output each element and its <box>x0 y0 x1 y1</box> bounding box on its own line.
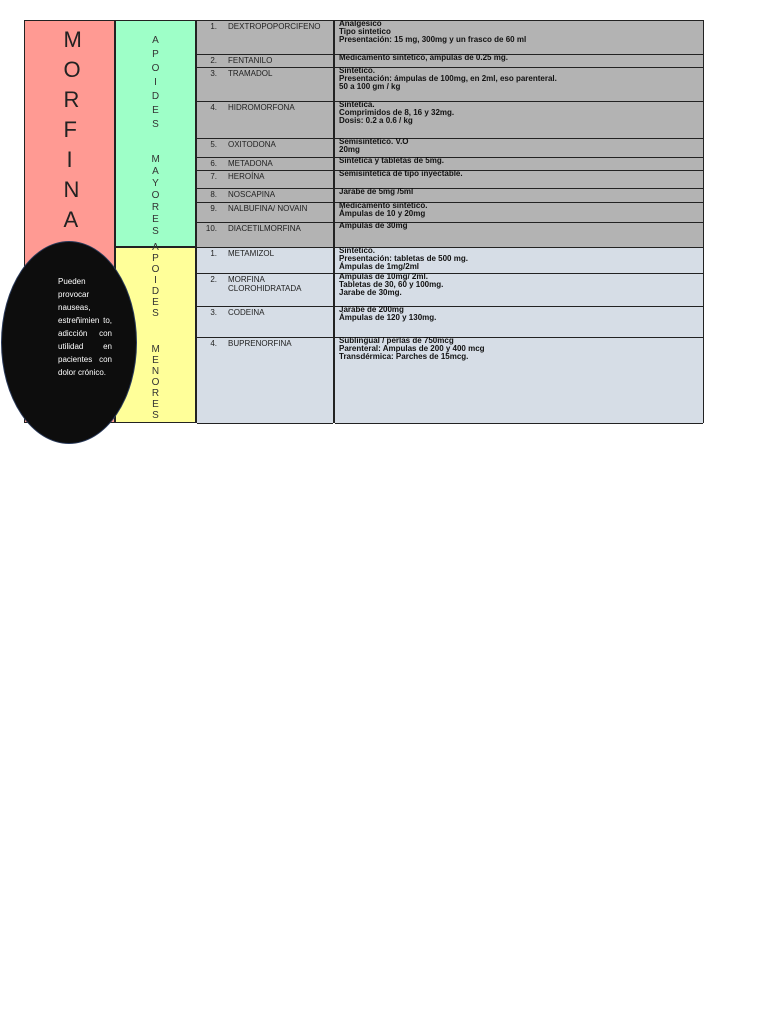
drug-name: HIDROMORFONA <box>228 103 295 112</box>
description-row <box>335 307 703 338</box>
drug-row <box>197 171 333 189</box>
drug-entry <box>201 140 276 149</box>
drug-entry <box>201 308 264 317</box>
drug-number: 3. <box>210 308 217 317</box>
drug-entry <box>201 249 274 258</box>
drug-description-column <box>334 20 704 423</box>
apoides-mayores-letters-2: M A Y O R E S <box>151 154 160 237</box>
drug-row <box>197 68 333 102</box>
drug-row <box>197 158 333 171</box>
drug-row <box>197 55 333 68</box>
drug-number: 1. <box>210 249 217 258</box>
drug-entry <box>201 275 302 293</box>
drug-number: 9. <box>210 204 217 213</box>
drug-description: Ampulas de 10mg/ 2ml. Tabletas de 30, 60 y 100mg. Jarabe de 30mg. <box>339 272 444 297</box>
drug-description: Sintetica. Comprimidos de 8, 16 y 32mg. Dosis: 0.2 a 0.6 / kg <box>339 100 455 125</box>
drug-description: Sintetico. Presentación: tabletas de 500 mg. Ámpulas de 1mg/2ml <box>339 246 468 271</box>
drug-number: 2. <box>210 275 217 284</box>
drug-entry <box>201 103 295 112</box>
drug-name: NALBUFINA/ NOVAIN <box>228 204 308 213</box>
apoides-mayores-title-1 <box>116 34 195 132</box>
drug-description: Sintetico. Presentación: ámpulas de 100mg, en 2ml, eso parenteral. 50 a 100 gm / kg <box>339 66 557 91</box>
drug-name: MORFINA CLOROHIDRATADA <box>228 275 302 293</box>
drug-description: Sintetica y tabletas de 5mg. <box>339 156 444 165</box>
drug-name: CODEINA <box>228 308 265 317</box>
drug-entry <box>201 56 272 65</box>
drug-number: 8. <box>210 190 217 199</box>
drug-number: 4. <box>210 103 217 112</box>
apoides-mayores-column <box>115 20 196 247</box>
description-row <box>335 223 703 248</box>
drug-description: Sublingual / perlas de 750mcg Parenteral: Ampulas de 200 y 400 mcg Transdérmica: Parches de 15mcg. <box>339 336 485 361</box>
morfina-vertical-title <box>25 25 114 235</box>
drug-name: TRAMADOL <box>228 69 273 78</box>
drug-name: NOSCAPINA <box>228 190 276 199</box>
drug-description: Ampulas de 30mg <box>339 221 408 230</box>
drug-entry <box>201 339 292 348</box>
drug-number: 1. <box>210 22 217 31</box>
drug-name: OXITODONA <box>228 140 276 149</box>
apoides-menores-letters-2: M E N O R E S <box>151 344 160 421</box>
drug-number: 6. <box>210 159 217 168</box>
description-row <box>335 338 703 424</box>
description-row <box>335 203 703 223</box>
apoides-mayores-title-2 <box>116 154 195 238</box>
drug-name: FENTANILO <box>228 56 273 65</box>
drug-row <box>197 139 333 158</box>
description-row <box>335 68 703 102</box>
drug-description: Jarabe de 200mg Ámpulas de 120 y 130mg. <box>339 305 437 322</box>
drug-number: 10. <box>205 224 217 233</box>
drug-row <box>197 189 333 203</box>
morfina-letters: M O R F I N A <box>63 27 82 232</box>
drug-number: 4. <box>210 339 217 348</box>
drug-entry <box>201 69 272 78</box>
drug-entry <box>201 204 307 213</box>
drug-row <box>197 102 333 139</box>
apoides-mayores-letters-1: A P O I D E S <box>151 35 160 130</box>
drug-name: DIACETILMORFINA <box>228 224 301 233</box>
drug-row <box>197 307 333 338</box>
drug-description: Medicamento sintetico, ampulas de 0.25 mg. <box>339 53 508 62</box>
drug-description: Medicamento sintetico. Ámpulas de 10 y 20mg <box>339 201 428 218</box>
drug-description: Analgesico Tipo sintetico Presentación: 15 mg, 300mg y un frasco de 60 ml <box>339 19 527 44</box>
drug-name: METAMIZOL <box>228 249 275 258</box>
drug-entry <box>201 159 273 168</box>
drug-entry <box>201 190 275 199</box>
side-effects-note: Pueden provocar nauseas, estreñimien to, adicción con utilidad en pacientes con dolor crónico. <box>58 277 112 377</box>
drug-description: Semisintetico. V.O 20mg <box>339 137 409 154</box>
drug-number: 3. <box>210 69 217 78</box>
drug-number: 5. <box>210 140 217 149</box>
drug-name-column <box>196 20 334 423</box>
drug-row <box>197 21 333 55</box>
drug-name: HEROÍNA <box>228 172 265 181</box>
drug-entry <box>201 224 301 233</box>
drug-row <box>197 338 333 424</box>
drug-name: BUPRENORFINA <box>228 339 292 348</box>
drug-row <box>197 203 333 223</box>
apoides-menores-letters-1: A P O I D E S <box>151 242 160 319</box>
drug-entry <box>201 22 320 31</box>
description-row <box>335 102 703 139</box>
drug-number: 7. <box>210 172 217 181</box>
drug-name: METADONA <box>228 159 273 168</box>
drug-description: Semisintetica de tipo inyectable. <box>339 169 463 178</box>
description-row <box>335 248 703 274</box>
description-row <box>335 274 703 307</box>
drug-name: DEXTROPOPORCIFENO <box>228 22 321 31</box>
drug-row <box>197 274 333 307</box>
drug-entry <box>201 172 264 181</box>
drug-row <box>197 248 333 274</box>
drug-number: 2. <box>210 56 217 65</box>
drug-description: Jarabe de 5mg /5ml <box>339 187 414 196</box>
description-row <box>335 21 703 55</box>
drug-row <box>197 223 333 248</box>
